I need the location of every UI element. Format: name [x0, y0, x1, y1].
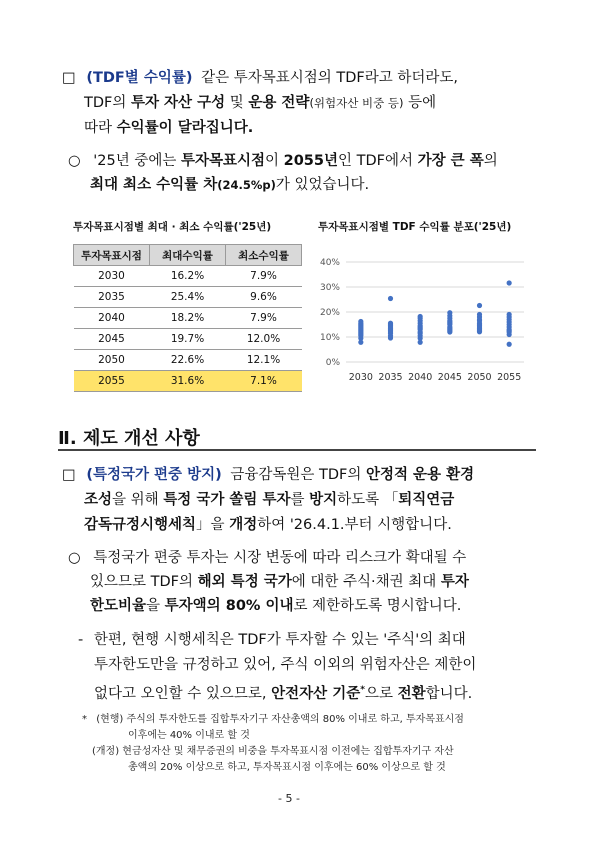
- footnote-line4: 총액의 20% 이상으로 하고, 투자목표시점 이후에는 60% 이상으로 할 것: [128, 762, 446, 773]
- data-point: [507, 312, 512, 317]
- table-header-row: [74, 245, 302, 266]
- para1-text: 같은 투자목표시점의 TDF라고 하더라도,: [201, 70, 458, 86]
- y-tick-label: 40%: [319, 258, 340, 268]
- data-point: [358, 319, 363, 324]
- table-row: 2035 25.4% 9.6%: [74, 287, 302, 308]
- dash-bullet: -: [78, 632, 84, 648]
- x-tick-label: 2055: [497, 372, 522, 383]
- para1-line1: [62, 68, 458, 88]
- data-point: [477, 312, 482, 317]
- table-title: 투자목표시점별 최대 · 최소 수익률('25년): [73, 221, 272, 233]
- para3-line1: □ (특정국가 편중 방지) 금융감독원은 TDF의 안정적 운용 환경: [62, 467, 475, 483]
- para3-line3: 감독규정시행세칙」을 개정하여 '26.4.1.부터 시행합니다.: [84, 517, 452, 533]
- y-tick-label: 30%: [319, 283, 340, 293]
- table-row-highlighted: 2055 31.6% 7.1%: [74, 371, 302, 392]
- header-min-return: 최소수익률: [226, 245, 302, 266]
- table-row: 2045 19.7% 12.0%: [74, 329, 302, 350]
- x-tick-label: 2040: [408, 372, 433, 383]
- para1-line2: TDF의 투자 자산 구성 및 운용 전략(위험자산 비중 등) 등에: [84, 95, 437, 111]
- table-row: 2040 18.2% 7.9%: [74, 308, 302, 329]
- table-row: 2050 22.6% 12.1%: [74, 350, 302, 371]
- data-point: [477, 303, 482, 308]
- para3-tag: (특정국가 편중 방지): [86, 467, 222, 483]
- para1-tag: (TDF별 수익률): [86, 70, 193, 86]
- scatter-chart: [312, 250, 532, 390]
- para4-line3: 한도비율을 투자액의 80% 이내로 제한하도록 명시합니다.: [90, 598, 462, 614]
- x-tick-label: 2035: [378, 372, 403, 383]
- header-max-return: 최대수익률: [150, 245, 226, 266]
- circle-bullet: ○: [68, 550, 81, 566]
- square-bullet: □: [62, 467, 76, 483]
- x-tick-label: 2030: [348, 372, 373, 383]
- para1-line3: 따라 수익률이 달라집니다.: [84, 120, 254, 136]
- y-tick-label: 0%: [325, 358, 340, 368]
- para5-line3: 없다고 오인할 수 있으므로, 안전자산 기준*으로 전환합니다.: [94, 685, 473, 702]
- data-point: [507, 342, 512, 347]
- para4-line2: 있으므로 TDF의 해외 특정 국가에 대한 주식·채권 최대 투자: [90, 574, 469, 590]
- para3-line2: 조성을 위해 특정 국가 쏠림 투자를 방지하도록 「퇴직연금: [84, 492, 455, 508]
- data-point: [447, 310, 452, 315]
- section-divider: [58, 449, 536, 451]
- para2-line2: 최대 최소 수익률 차(24.5%p)가 있었습니다.: [90, 177, 370, 193]
- x-tick-label: 2045: [437, 372, 462, 383]
- returns-table: [73, 244, 302, 392]
- para5-line2: 투자한도만을 규정하고 있어, 주식 이외의 위험자산은 제한이: [94, 657, 477, 673]
- para4-line1: ○ 특정국가 편중 투자는 시장 변동에 따라 리스크가 확대될 수: [68, 550, 467, 566]
- data-point: [507, 280, 512, 285]
- page-number: - 5 -: [278, 792, 300, 805]
- header-target-year: 투자목표시점: [74, 245, 150, 266]
- square-bullet: □: [62, 70, 76, 86]
- footnote-line2: 이후에는 40% 이내로 할 것: [128, 730, 250, 741]
- para5-line1: - 한편, 현행 시행세칙은 TDF가 투자할 수 있는 '주식'의 최대: [78, 632, 466, 648]
- y-tick-label: 10%: [319, 333, 340, 343]
- y-tick-label: 20%: [319, 308, 340, 318]
- footnote-line1: * (현행) 주식의 투자한도를 집합투자기구 자산총액의 80% 이내로 하고, 투자목표시점: [82, 714, 464, 725]
- data-point: [388, 321, 393, 326]
- footnote-line3: (개정) 현금성자산 및 채무증권의 비중을 투자목표시점 이전에는 집합투자기구 자산: [92, 746, 454, 757]
- circle-bullet: ○: [68, 153, 81, 169]
- chart-title: 투자목표시점별 TDF 수익률 분포('25년): [318, 221, 512, 233]
- para2-line1: ○ '25년 중에는 투자목표시점이 2055년인 TDF에서 가장 큰 폭의: [68, 153, 498, 169]
- data-point: [418, 314, 423, 319]
- data-point: [388, 296, 393, 301]
- section-title: Ⅱ. 제도 개선 사항: [58, 428, 200, 449]
- table-row: 2030 16.2% 7.9%: [74, 266, 302, 287]
- x-tick-label: 2050: [467, 372, 492, 383]
